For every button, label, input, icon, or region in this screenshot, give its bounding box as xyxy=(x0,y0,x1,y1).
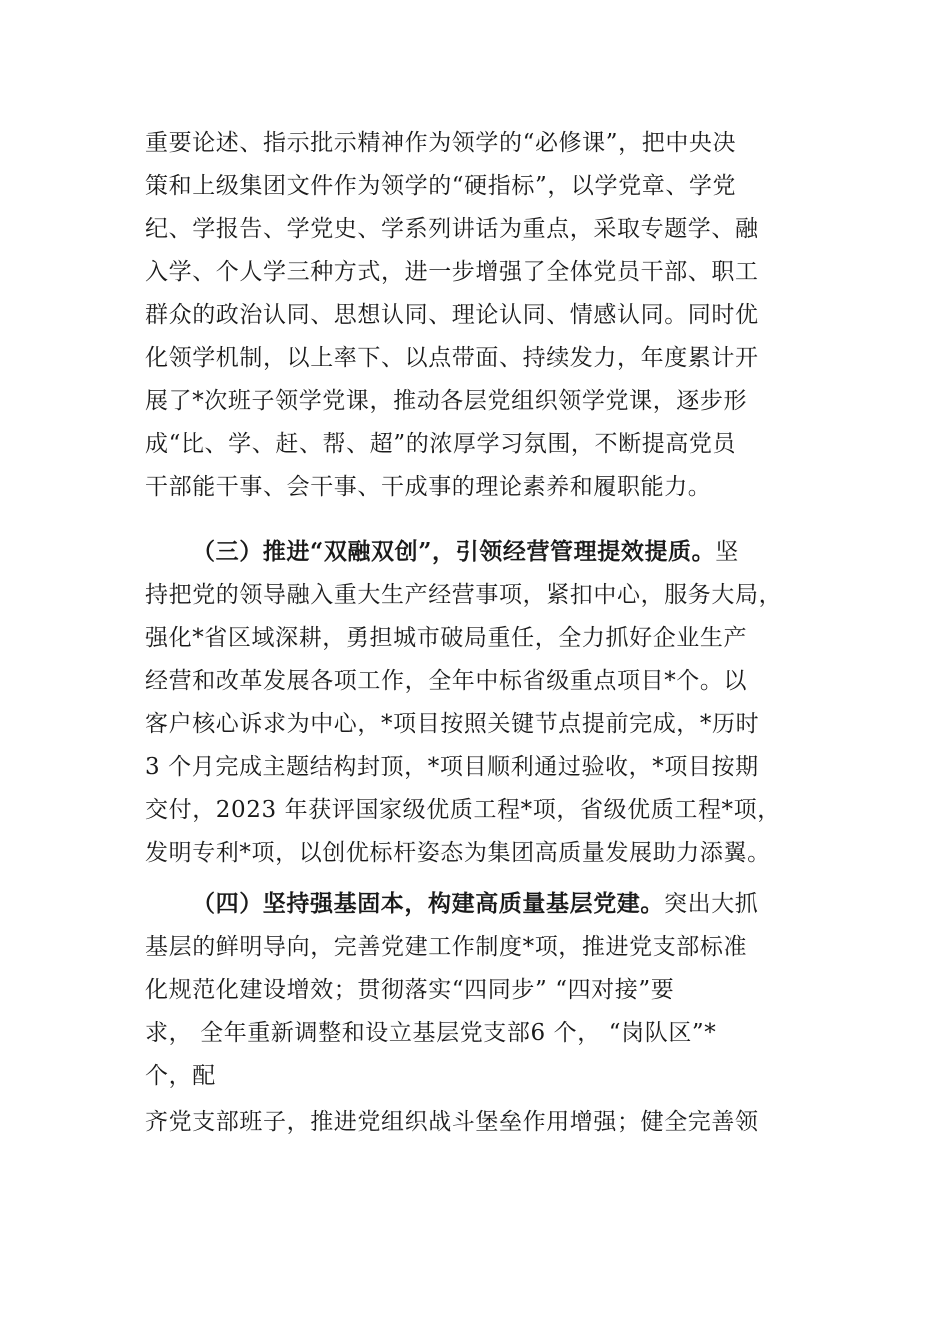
body-line: 个，配 xyxy=(145,1063,216,1089)
body-line: 客户核心诉求为中心，*项目按照关键节点提前完成，*历时 xyxy=(145,711,760,737)
body-line: 强化*省区域深耕，勇担城市破局重任，全力抓好企业生产 xyxy=(145,625,748,651)
body-line: 成“比、学、赶、帮、超”的浓厚学习氛围，不断提高党员 xyxy=(145,431,737,457)
body-line: 基层的鲜明导向，完善党建工作制度*项，推进党支部标准 xyxy=(145,934,748,960)
body-line: 3 个月完成主题结构封顶，*项目顺利通过验收，*项目按期 xyxy=(145,754,759,780)
section-4-heading: （四）坚持强基固本，构建高质量基层党建。 xyxy=(192,890,664,917)
section-3-heading: （三）推进“双融双创”，引领经营管理提效提质。 xyxy=(192,538,716,565)
body-line: 纪、学报告、学党史、学系列讲话为重点，采取专题学、融 xyxy=(145,216,759,242)
section-3-heading-tail: 坚 xyxy=(715,539,739,565)
section-4-first-line xyxy=(192,889,758,919)
body-line: 交付，2023 年获评国家级优质工程*项，省级优质工程*项， xyxy=(145,797,781,823)
body-line: 干部能干事、会干事、干成事的理论素养和履职能力。 xyxy=(145,474,712,500)
section-3-first-line xyxy=(192,537,739,567)
body-line: 求， 全年重新调整和设立基层党支部6 个， “岗队区”* xyxy=(145,1020,717,1046)
body-line: 群众的政治认同、思想认同、理论认同、情感认同。同时优 xyxy=(145,302,759,328)
body-line: 发明专利*项，以创优标杆姿态为集团高质量发展助力添翼。 xyxy=(145,840,771,866)
body-line: 入学、个人学三种方式，进一步增强了全体党员干部、职工 xyxy=(145,259,759,285)
body-line: 齐党支部班子，推进党组织战斗堡垒作用增强；健全完善领 xyxy=(145,1109,759,1135)
body-line: 重要论述、指示批示精神作为领学的“必修课”，把中央决 xyxy=(145,130,737,156)
body-line: 持把党的领导融入重大生产经营事项，紧扣中心，服务大局， xyxy=(145,582,783,608)
body-line: 化领学机制，以上率下、以点带面、持续发力，年度累计开 xyxy=(145,345,759,371)
body-line: 经营和改革发展各项工作，全年中标省级重点项目*个。以 xyxy=(145,668,748,694)
section-4-heading-tail: 突出大抓 xyxy=(664,891,759,917)
body-line: 策和上级集团文件作为领学的“硬指标”，以学党章、学党 xyxy=(145,173,737,199)
body-line: 展了*次班子领学党课，推动各层党组织领学党课，逐步形 xyxy=(145,388,748,414)
body-line: 化规范化建设增效；贯彻落实“四同步” “四对接”要 xyxy=(145,977,675,1003)
